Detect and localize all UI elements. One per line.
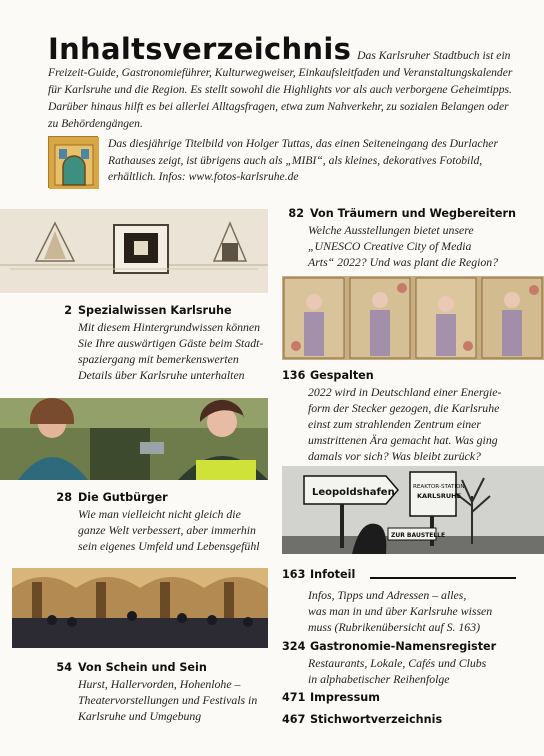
toc-title: Stichwortverzeichnis <box>310 713 443 726</box>
photo-art-nouveau <box>282 276 544 360</box>
toc-title: Gespalten <box>310 369 374 382</box>
photo-concert-hall <box>12 568 268 648</box>
toc-page-number: 136 <box>282 369 306 382</box>
photo-reactor-sign <box>282 466 544 554</box>
toc-desc-line: umstrittenen Ära gemacht hat. Was ging <box>308 433 498 447</box>
toc-page-number: 163 <box>282 568 306 581</box>
toc-desc-line: Details über Karlsruhe unterhalten <box>78 368 245 382</box>
cover-thumbnail <box>48 136 98 188</box>
toc-entry-gespalten[interactable] <box>282 368 544 464</box>
infoteil-rule <box>370 577 516 579</box>
toc-page-number: 467 <box>282 713 306 726</box>
toc-page-number: 28 <box>56 491 72 504</box>
toc-desc-line: Theatervorstellungen und Festivals in <box>78 693 258 707</box>
toc-title: Gastronomie-Namensregister <box>310 640 497 653</box>
toc-desc-line: Arts“ 2022? Und was plant die Region? <box>308 255 499 269</box>
toc-desc-line: Mit diesem Hintergrundwissen können <box>78 320 261 334</box>
toc-page-number: 324 <box>282 640 306 653</box>
intro-text: Das Karlsruher Stadtbuch ist ein Freizeit-Guide, Gastronomieführer, Kulturwegweiser, Einkaufsleitfaden und Veranstaltungskalender für Karlsruhe und die Region. Es stellt sowohl die Highlights vor als auch verborgene Geheimtipps. Darüber hinaus hilft es bei allerlei Alltagsfragen, etwa zum Nahverkehr, zu sozialen Belangen oder zu Behördengängen. <box>48 49 513 130</box>
toc-desc-line: in alphabetischer Reihenfolge <box>308 672 450 686</box>
sign-bottom-text: ZUR BAUSTELLE <box>391 532 446 539</box>
toc-desc-line: „UNESCO Creative City of Media <box>308 239 472 253</box>
toc-entry-schein-und-sein[interactable] <box>46 660 272 724</box>
cover-note <box>48 136 518 192</box>
toc-desc-line: muss (Rubrikenübersicht auf S. 163) <box>308 620 481 634</box>
intro-paragraph <box>48 34 518 132</box>
toc-desc-line: Restaurants, Lokale, Cafés und Clubs <box>308 656 487 670</box>
toc-entry-traeumer[interactable] <box>282 206 544 270</box>
toc-page-number: 2 <box>64 304 72 317</box>
toc-desc-line: 2022 wird in Deutschland einer Energie- <box>308 385 502 399</box>
toc-desc-line: Hurst, Hallervorden, Hohenlohe – <box>78 677 241 691</box>
toc-desc-line: spaziergang mit bemerkenswerten <box>78 352 239 366</box>
sign-station-line1: REAKTOR-STATION <box>413 484 465 490</box>
toc-entry-impressum[interactable] <box>282 690 544 706</box>
toc-desc-line: Karlsruhe und Umgebung <box>78 709 202 723</box>
toc-desc-line: damals vor sich? Was bleibt zurück? <box>308 449 481 463</box>
toc-entry-gastronomie[interactable] <box>282 639 544 687</box>
toc-desc-line: Sie Ihre auswärtigen Gäste beim Stadt- <box>78 336 264 350</box>
toc-entry-gutbuerger[interactable] <box>46 490 272 554</box>
sign-arrow-text: Leopoldshafen <box>312 487 395 498</box>
toc-desc-line: was man in und über Karlsruhe wissen <box>308 604 493 618</box>
toc-page-number: 82 <box>288 207 304 220</box>
photo-volunteers <box>0 398 268 480</box>
page-title: Inhaltsverzeichnis <box>48 32 352 66</box>
photo-architecture-drawings <box>0 209 268 293</box>
toc-title: Von Schein und Sein <box>78 661 207 674</box>
toc-title: Von Träumern und Wegbereitern <box>310 207 516 220</box>
sign-station-line2: KARLSRUHE <box>417 492 462 500</box>
toc-title: Impressum <box>310 691 380 704</box>
toc-title: Infoteil <box>310 568 356 581</box>
toc-desc-line: form der Stecker gezogen, die Karlsruhe <box>308 401 500 415</box>
toc-desc-line: Infos, Tipps und Adressen – alles, <box>308 588 467 602</box>
toc-entry-spezialwissen[interactable] <box>56 303 272 383</box>
toc-title: Spezialwissen Karlsruhe <box>78 304 232 317</box>
toc-page-number: 54 <box>56 661 72 674</box>
toc-desc-line: ganze Welt verbessert, aber immerhin <box>78 523 256 537</box>
toc-page-number: 471 <box>282 691 306 704</box>
cover-text: Das diesjährige Titelbild von Holger Tuttas, das einen Seiteneingang des Durlacher Rathauses zeigt, ist übrigens auch als „MIBI“, als kleines, dekoratives Fotobild, erhältlich. Infos: www.fotos-karlsruhe.de <box>108 137 498 184</box>
toc-desc-line: sein eigenes Umfeld und Lebensgefühl <box>78 539 260 553</box>
toc-entry-stichwortverzeichnis[interactable] <box>282 712 544 728</box>
toc-desc-line: Wie man vielleicht nicht gleich die <box>78 507 241 521</box>
toc-title: Die Gutbürger <box>78 491 168 504</box>
toc-desc-line: einst zum strahlenden Zentrum einer <box>308 417 482 431</box>
toc-desc-line: Welche Ausstellungen bietet unsere <box>308 223 474 237</box>
